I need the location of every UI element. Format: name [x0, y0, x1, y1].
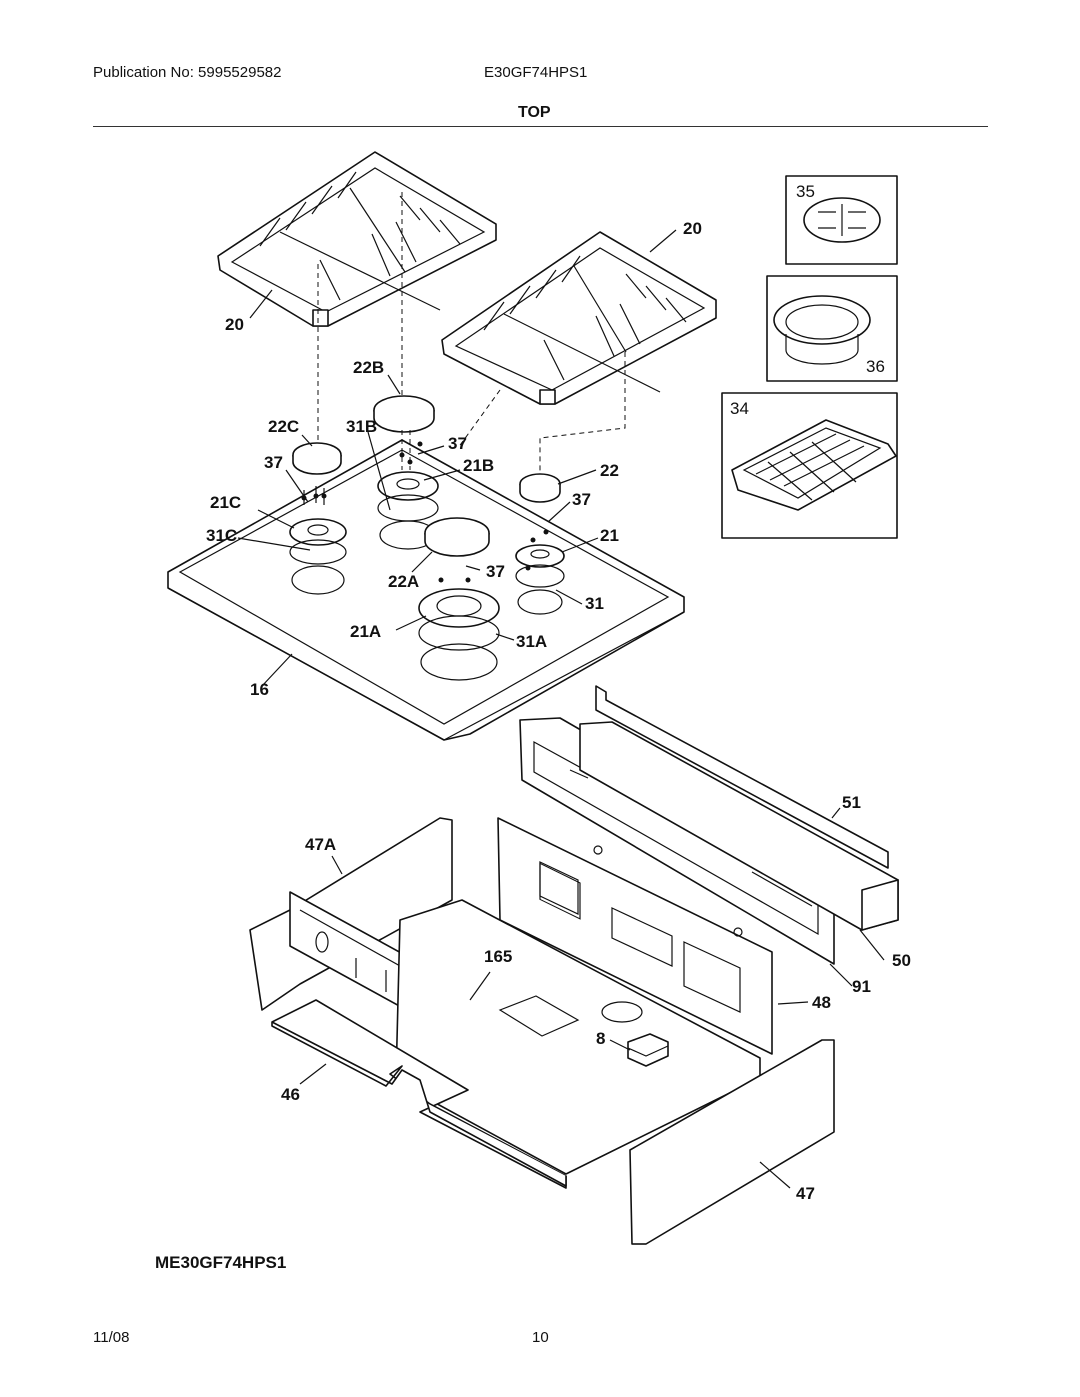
callout-35: 35	[796, 182, 815, 201]
section-title: TOP	[518, 104, 551, 121]
callout-37-a: 37	[448, 434, 467, 453]
callout-22a: 22A	[388, 572, 420, 591]
callout-51: 51	[842, 793, 861, 812]
callout-31a: 31A	[516, 632, 548, 651]
callout-47: 47	[796, 1184, 815, 1203]
callout-21a: 21A	[350, 622, 382, 641]
callout-165: 165	[484, 947, 513, 966]
callout-20-right: 20	[683, 219, 702, 238]
publication-number: Publication No: 5995529582	[93, 64, 282, 81]
callout-50: 50	[892, 951, 911, 970]
callout-22: 22	[600, 461, 619, 480]
model-number: E30GF74HPS1	[484, 64, 588, 81]
callout-21c: 21C	[210, 493, 242, 512]
callout-31b: 31B	[346, 417, 378, 436]
callout-31: 31	[585, 594, 604, 613]
callout-34: 34	[730, 399, 749, 418]
callout-48: 48	[812, 993, 831, 1012]
callout-22c: 22C	[268, 417, 300, 436]
callout-20-left: 20	[225, 315, 244, 334]
callout-21b: 21B	[463, 456, 495, 475]
right-grate	[442, 232, 716, 404]
left-grate	[218, 152, 496, 326]
callout-91: 91	[852, 977, 871, 996]
callout-36: 36	[866, 357, 885, 376]
callout-37-b: 37	[264, 453, 283, 472]
callout-37-d: 37	[486, 562, 505, 581]
callout-22b: 22B	[353, 358, 385, 377]
callout-16: 16	[250, 680, 269, 699]
callout-8: 8	[596, 1029, 606, 1048]
footer-date: 11/08	[93, 1329, 130, 1346]
page-number: 10	[532, 1329, 549, 1346]
callout-21: 21	[600, 526, 619, 545]
variant-model-label: ME30GF74HPS1	[155, 1253, 287, 1272]
callout-46: 46	[281, 1085, 300, 1104]
callout-47a: 47A	[305, 835, 337, 854]
callout-31c: 31C	[206, 526, 238, 545]
callout-37-c: 37	[572, 490, 591, 509]
